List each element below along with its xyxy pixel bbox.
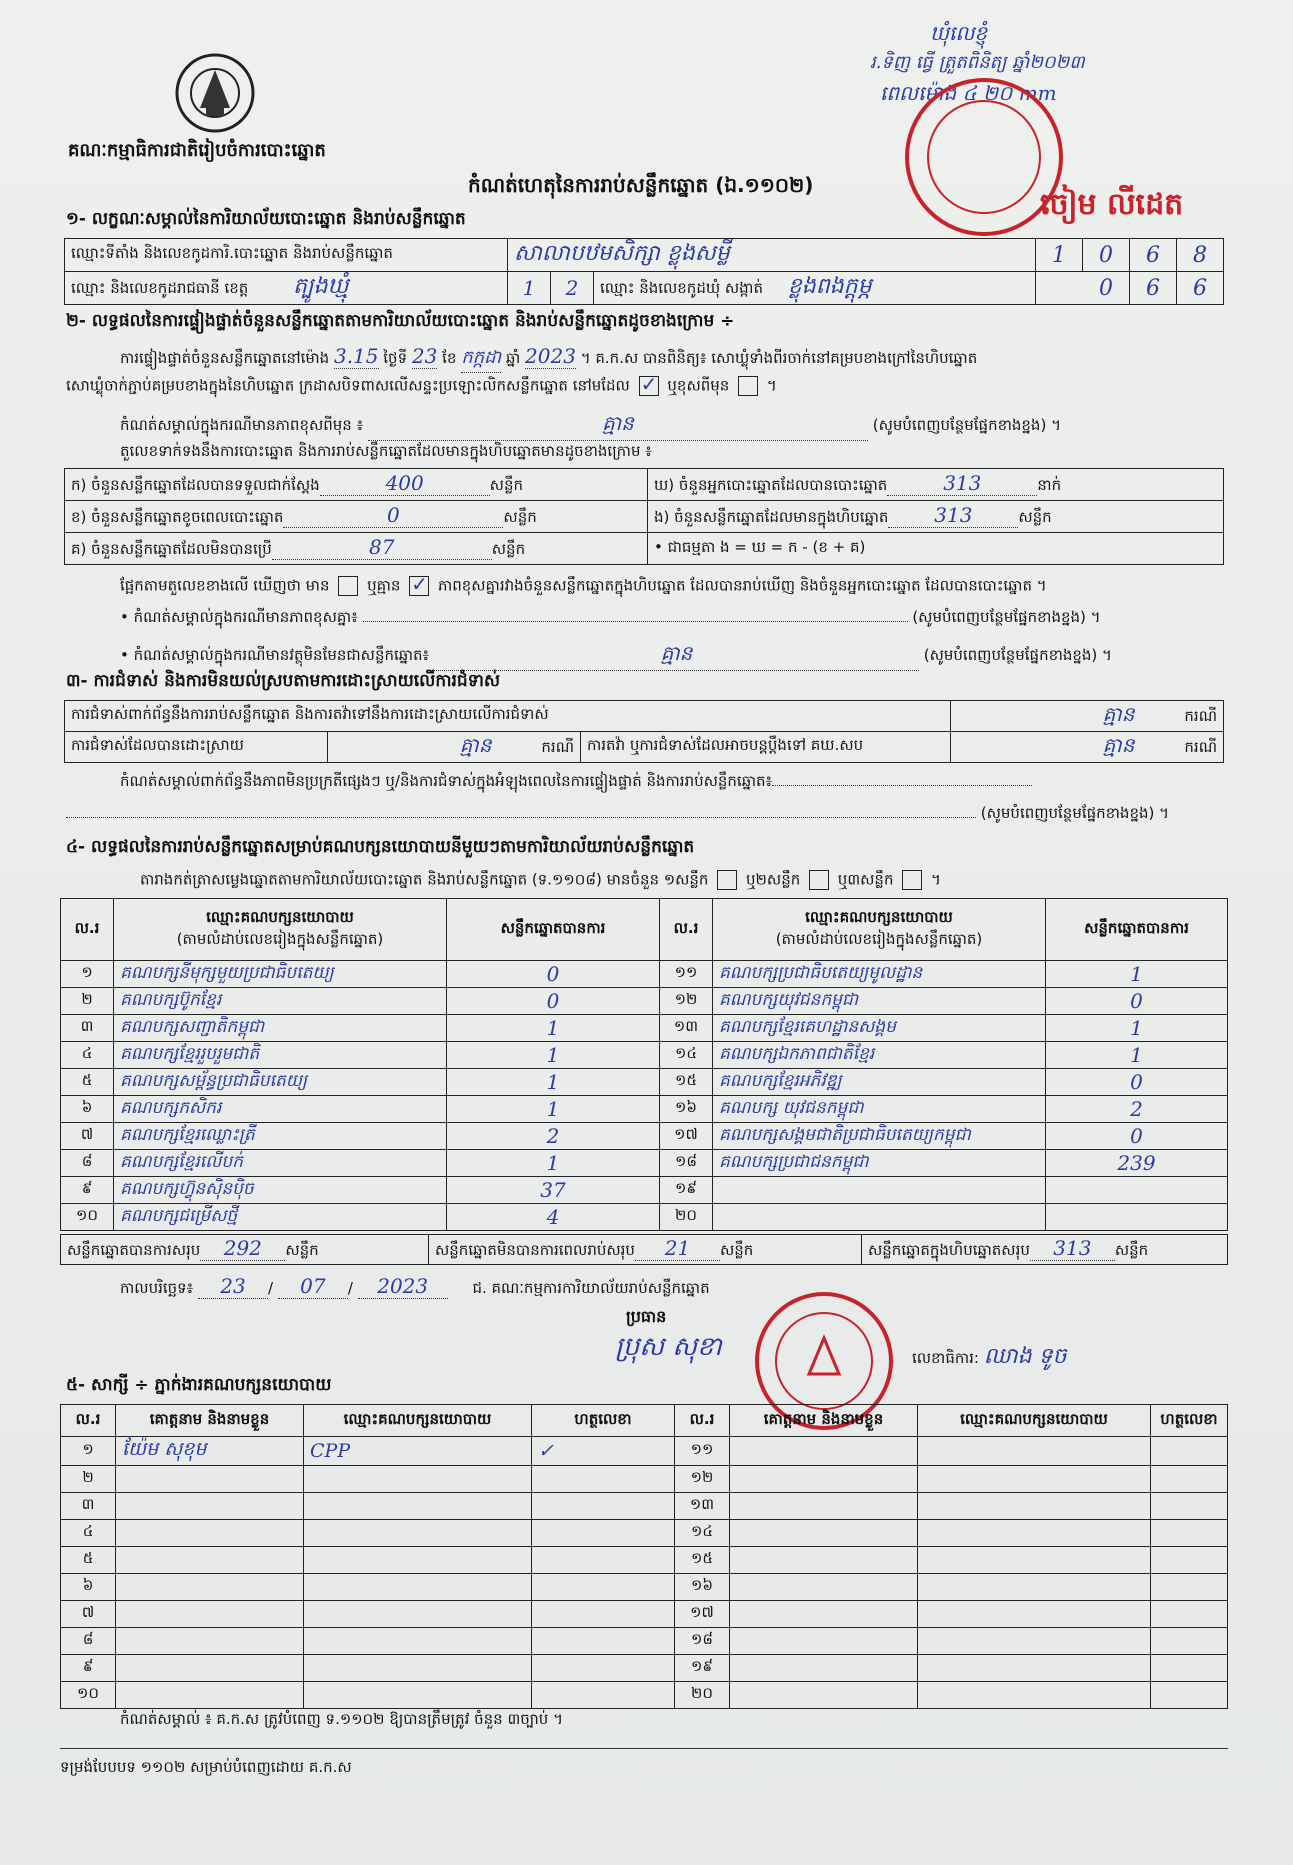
party-name bbox=[713, 1204, 1046, 1231]
party-no: ៧ bbox=[61, 1123, 114, 1150]
col-sign: ហត្ថលេខា bbox=[1151, 1405, 1228, 1437]
witness-signature bbox=[532, 1493, 675, 1520]
party-votes: 1 bbox=[447, 1015, 660, 1042]
form-title: កំណត់ហេតុនៃការរាប់សន្លឹកឆ្នោត (ឯ.១១០២) bbox=[468, 173, 814, 197]
table-row bbox=[61, 1042, 1228, 1069]
resolved-cell: គ្មាន ករណី bbox=[328, 732, 581, 763]
witness-party bbox=[918, 1655, 1151, 1682]
witness-no: ២ bbox=[61, 1466, 116, 1493]
tally-sheet-line: តារាងកត់ត្រាសម្លេងឆ្នោតតាមការិយាល័យបោះឆ្នោត និងរាប់សន្លឹកឆ្នោត (ទ.១១០៨) មានចំនួន ១សន្លឹក ឬ២សន្លឹក ឬ៣សន្លឹក ។ bbox=[140, 870, 941, 889]
objection-related-label: ការជំទាស់ពាក់ព័ន្ធនឹងការរាប់សន្លឹកឆ្នោត និងការតវ៉ាទៅនឹងការដោះស្រាយលើការជំទាស់ bbox=[65, 701, 951, 732]
party-no: ១ bbox=[61, 961, 114, 988]
witness-party bbox=[304, 1682, 532, 1709]
note1-line: កំណត់សម្គាល់ក្នុងករណីមានភាពខុសពីមុន ៖ គ្មាន (សូមបំពេញបន្ថែមផ្នែកខាងខ្នង) ។ bbox=[120, 410, 1220, 441]
witness-name bbox=[730, 1628, 918, 1655]
witness-party bbox=[918, 1601, 1151, 1628]
president-label: ប្រធាន bbox=[626, 1307, 667, 1326]
party-name: គណបក្សខ្មែរអភិវឌ្ឍ bbox=[713, 1069, 1046, 1096]
location-code-digit: 1 bbox=[1036, 239, 1083, 272]
party-votes: 1 bbox=[447, 1069, 660, 1096]
party-name: គណបក្សកសិករ bbox=[114, 1096, 447, 1123]
form-footer: ទម្រង់បែបបទ ១១០២ សម្រាប់បំពេញដោយ គ.ក.ស bbox=[60, 1758, 352, 1776]
table-row bbox=[61, 961, 1228, 988]
commune-label: ឈ្មោះ និងលេខកូដឃុំ សង្កាត់ ខ្លុងពងក្ដុម្ភ bbox=[594, 272, 1036, 305]
president-signature: ប្រុស សុខា bbox=[615, 1332, 722, 1362]
note3-value: គ្មាន bbox=[660, 641, 693, 665]
party-no: ១០ bbox=[61, 1204, 114, 1231]
witness-name bbox=[730, 1466, 918, 1493]
witness-party bbox=[918, 1628, 1151, 1655]
witness-name bbox=[730, 1682, 918, 1709]
col-party: ឈ្មោះគណបក្សនយោបាយ (តាមលំដាប់លេខរៀងក្នុងសន្លឹកឆ្នោត) bbox=[114, 899, 447, 961]
objection-related-cell: គ្មាន ករណី bbox=[951, 701, 1224, 732]
one-sheet-checkbox[interactable] bbox=[717, 870, 737, 890]
col-votes: សន្លឹកឆ្នោតបានការ bbox=[1046, 899, 1228, 961]
verification-line: ការផ្ទៀងផ្ទាត់ចំនួនសន្លឹកឆ្នោតនៅម៉ោង 3.15 ថ្ងៃទី 23 ខែ កក្កដា ឆ្នាំ 2023 ។ គ.ក.ស បានពិនិត្យ៖ សោឃ្លុំទាំងពីរចាក់នៅគម្របខាងក្រៅនៃហិបឆ្នោត bbox=[120, 344, 977, 373]
col-sign: ហត្ថលេខា bbox=[532, 1405, 675, 1437]
party-votes: 239 bbox=[1046, 1150, 1228, 1177]
stamp-emblem-icon bbox=[799, 1332, 849, 1382]
witness-signature bbox=[532, 1655, 675, 1682]
table-row bbox=[61, 988, 1228, 1015]
same-as-before-checkbox[interactable] bbox=[639, 376, 659, 396]
table-row bbox=[61, 1574, 1228, 1601]
province-code-digit: 1 bbox=[508, 272, 551, 305]
province-code-digit: 2 bbox=[551, 272, 594, 305]
two-sheet-checkbox[interactable] bbox=[809, 870, 829, 890]
witness-name bbox=[730, 1493, 918, 1520]
org-name: គណៈកម្មាធិការជាតិរៀបចំការបោះឆ្នោត bbox=[68, 140, 326, 161]
time-value: 3.15 bbox=[333, 344, 379, 368]
party-no: ១៩ bbox=[660, 1177, 713, 1204]
witness-name bbox=[730, 1601, 918, 1628]
no-difference-checkbox[interactable] bbox=[409, 576, 429, 596]
witness-no: ៣ bbox=[61, 1493, 116, 1520]
witness-party bbox=[304, 1655, 532, 1682]
seal-condition-line: សោឃ្លុំចាក់ភ្ជាប់គម្របខាងក្នុងនៃហិបឆ្នោត ក្រដាសបិទពាសលើសន្ទះប្រឡោះលិកសន្លឹកឆ្នោត នៅមដែល ✓ ឬខុសពីមុន ។ bbox=[66, 376, 777, 399]
commune-code-digit: 6 bbox=[1177, 272, 1224, 305]
witness-party bbox=[304, 1520, 532, 1547]
party-name: គណបក្សប៊ូកខ្មែរ bbox=[114, 988, 447, 1015]
witness-party bbox=[304, 1493, 532, 1520]
month-value: កក្កដា bbox=[461, 345, 501, 373]
section3-note-line2: (សូមបំពេញបន្ថែមផ្នែកខាងខ្នង) ។ bbox=[66, 804, 1226, 826]
party-name: គណបក្សយុវជនកម្ពុជា bbox=[713, 988, 1046, 1015]
witness-signature bbox=[1151, 1466, 1228, 1493]
day-value: 23 bbox=[411, 344, 438, 368]
table-row bbox=[61, 1655, 1228, 1682]
witness-party bbox=[918, 1682, 1151, 1709]
party-votes: 1 bbox=[447, 1150, 660, 1177]
table-row bbox=[61, 1520, 1228, 1547]
table-row bbox=[61, 1682, 1228, 1709]
table-row bbox=[61, 1123, 1228, 1150]
commune-value: ខ្លុងពងក្ដុម្ភ bbox=[787, 274, 872, 299]
party-no: ១៤ bbox=[660, 1042, 713, 1069]
witness-party bbox=[304, 1628, 532, 1655]
table-row bbox=[61, 1493, 1228, 1520]
witness-name bbox=[730, 1655, 918, 1682]
count-kha: ខ) ចំនួនសន្លឹកឆ្នោតខូចពេលបោះឆ្នោត 0 សន្លឹក bbox=[65, 501, 648, 533]
table-row bbox=[61, 1601, 1228, 1628]
witness-no: ១ bbox=[61, 1437, 116, 1466]
witness-signature bbox=[1151, 1682, 1228, 1709]
party-no: ១៦ bbox=[660, 1096, 713, 1123]
party-votes: 0 bbox=[1046, 1069, 1228, 1096]
witness-name bbox=[116, 1628, 304, 1655]
witness-no: ១១ bbox=[675, 1437, 730, 1466]
witness-no: ១២ bbox=[675, 1466, 730, 1493]
stamp-handwriting: ឃុំលេខ្ញុំ រ.ទិញ ធ្វើ ត្រួតពិនិត្យ ឆ្នាំ២០២៣ ពេលម៉ោង ៤ ២០ mm bbox=[870, 21, 1085, 105]
witness-name bbox=[116, 1682, 304, 1709]
witness-signature bbox=[532, 1547, 675, 1574]
witness-party bbox=[304, 1574, 532, 1601]
party-name bbox=[713, 1177, 1046, 1204]
party-votes: 1 bbox=[1046, 1042, 1228, 1069]
witness-signature bbox=[532, 1466, 675, 1493]
commune-code-digit: 6 bbox=[1130, 272, 1177, 305]
note2-line: • កំណត់សម្គាល់ក្នុងករណីមានភាពខុសគ្នា៖ (សូមបំពេញបន្ថែមផ្នែកខាងខ្នង) ។ bbox=[120, 608, 1101, 626]
table-row bbox=[61, 1015, 1228, 1042]
witness-no: ១៦ bbox=[675, 1574, 730, 1601]
col-no: ល.រ bbox=[61, 1405, 116, 1437]
witness-party bbox=[304, 1547, 532, 1574]
party-name: គណបក្សជម្រើសថ្មី bbox=[114, 1204, 447, 1231]
party-votes: 2 bbox=[1046, 1096, 1228, 1123]
party-name: គណបក្សសម្ព័ន្ធប្រជាធិបតេយ្យ bbox=[114, 1069, 447, 1096]
party-votes: 1 bbox=[447, 1096, 660, 1123]
resolved-label: ការជំទាស់ដែលបានដោះស្រាយ bbox=[65, 732, 328, 763]
witness-no: ១៧ bbox=[675, 1601, 730, 1628]
counts-intro: តួលេខទាក់ទងនឹងការបោះឆ្នោត និងការរាប់សន្លឹកឆ្នោតដែលមានក្នុងហិបឆ្នោតមានដូចខាងក្រោម ៖ bbox=[120, 442, 652, 460]
witness-name bbox=[116, 1493, 304, 1520]
table-row bbox=[61, 1547, 1228, 1574]
party-name: គណបក្សប្រជាធិបតេយ្យមូលដ្ឋាន bbox=[713, 961, 1046, 988]
party-votes: 4 bbox=[447, 1204, 660, 1231]
party-no: ៥ bbox=[61, 1069, 114, 1096]
witness-no: ២០ bbox=[675, 1682, 730, 1709]
witness-name bbox=[116, 1601, 304, 1628]
party-name: គណបក្សសង្គមជាតិប្រជាធិបតេយ្យកម្ពុជា bbox=[713, 1123, 1046, 1150]
witness-signature: ✓ bbox=[532, 1437, 675, 1466]
year-value: 2023 bbox=[525, 344, 576, 368]
witness-name bbox=[730, 1547, 918, 1574]
party-votes: 0 bbox=[447, 988, 660, 1015]
party-name: គណបក្សខ្មែរគេហដ្ឋានសង្គម bbox=[713, 1015, 1046, 1042]
party-no: ៨ bbox=[61, 1150, 114, 1177]
witness-signature bbox=[1151, 1437, 1228, 1466]
witness-name bbox=[116, 1655, 304, 1682]
witness-no: ៧ bbox=[61, 1601, 116, 1628]
witness-no: ៥ bbox=[61, 1547, 116, 1574]
party-no: ២០ bbox=[660, 1204, 713, 1231]
section5-heading: ៥- សាក្សី ÷ ភ្នាក់ងារគណបក្សនយោបាយ bbox=[66, 1375, 332, 1395]
results-table bbox=[60, 898, 1228, 1231]
difference-line: ផ្អែកតាមតួលេខខាងលើ ឃើញថា មាន ឬគ្មាន ✓ ភាពខុសគ្នារវាងចំនួនសន្លឹកឆ្នោតក្នុងហិបឆ្នោត ដែលបានរាប់ឃើញ និងចំនួនអ្នកបោះឆ្នោត ដែលបានបោះឆ្នោត ។ bbox=[120, 576, 1047, 599]
witness-signature bbox=[532, 1601, 675, 1628]
party-name: គណបក្សខ្មែររួបរួមជាតិ bbox=[114, 1042, 447, 1069]
witness-signature bbox=[532, 1682, 675, 1709]
witness-name bbox=[116, 1466, 304, 1493]
count-kho: ឃ) ចំនួនអ្នកបោះឆ្នោតដែលបានបោះឆ្នោត 313 នាក់ bbox=[648, 469, 1224, 501]
party-votes: 0 bbox=[447, 961, 660, 988]
date-line: កាលបរិច្ឆេទ៖ 23 / 07 / 2023 ជ. គណៈកម្មការការិយាល័យរាប់សន្លឹកឆ្នោត bbox=[120, 1274, 710, 1298]
witness-signature bbox=[1151, 1655, 1228, 1682]
witness-name bbox=[116, 1520, 304, 1547]
witness-no: ១៨ bbox=[675, 1628, 730, 1655]
counts-table bbox=[64, 468, 1224, 565]
section1-heading: ១- លក្ខណៈសម្គាល់នៃការិយាល័យបោះឆ្នោត និងរាប់សន្លឹកឆ្នោត bbox=[66, 209, 466, 229]
table-row bbox=[61, 1069, 1228, 1096]
witness-no: ៨ bbox=[61, 1628, 116, 1655]
party-name: គណបក្សហ៊្វុនស៊ិនប៉ិច bbox=[114, 1177, 447, 1204]
total-invalid: សន្លឹកឆ្នោតមិនបានការពេលរាប់សរុប 21 សន្លឹក bbox=[429, 1235, 862, 1265]
table-row bbox=[61, 1628, 1228, 1655]
divider bbox=[60, 1748, 1228, 1749]
table-row bbox=[61, 1096, 1228, 1123]
count-ka: ក) ចំនួនសន្លឹកឆ្នោតដែលបានទទួលជាក់ស្តែង 400 សន្លឹក bbox=[65, 469, 648, 501]
witness-signature bbox=[532, 1628, 675, 1655]
witness-party bbox=[918, 1547, 1151, 1574]
stamp-name-label: ចៀម លីដេត bbox=[1040, 187, 1184, 222]
location-value: សាលាបឋមសិក្សា ខ្លុងសម្លី bbox=[508, 239, 1036, 272]
party-name: គណបក្សខ្មែរឈ្លោះត្រី bbox=[114, 1123, 447, 1150]
commune-code-digit: 0 bbox=[1083, 272, 1130, 305]
witness-table bbox=[60, 1404, 1228, 1709]
witness-name bbox=[730, 1520, 918, 1547]
party-votes: 2 bbox=[447, 1123, 660, 1150]
col-no: ល.រ bbox=[61, 899, 114, 961]
witness-signature bbox=[1151, 1520, 1228, 1547]
witness-name bbox=[730, 1437, 918, 1466]
location-code-digit: 0 bbox=[1083, 239, 1130, 272]
location-code-digit: 8 bbox=[1177, 239, 1224, 272]
witness-party bbox=[918, 1466, 1151, 1493]
col-party: ឈ្មោះគណបក្សនយោបាយ (តាមលំដាប់លេខរៀងក្នុងសន្លឹកឆ្នោត) bbox=[713, 899, 1046, 961]
location-label: ឈ្មោះទីតាំង និងលេខកូដការិ.បោះឆ្នោត និងរាប់សន្លឹកឆ្នោត bbox=[65, 239, 508, 272]
col-votes: សន្លឹកឆ្នោតបានការ bbox=[447, 899, 660, 961]
section2-heading: ២- លទ្ធផលនៃការផ្ទៀងផ្ទាត់ចំនួនសន្លឹកឆ្នោតតាមការិយាល័យបោះឆ្នោត និងរាប់សន្លឹកឆ្នោតដូចខាងក្រោម ÷ bbox=[66, 311, 735, 331]
party-votes: 0 bbox=[1046, 1123, 1228, 1150]
party-votes: 1 bbox=[1046, 961, 1228, 988]
party-no: ៣ bbox=[61, 1015, 114, 1042]
witness-party: CPP bbox=[304, 1437, 532, 1466]
col-no: ល.រ bbox=[660, 899, 713, 961]
witness-name bbox=[730, 1574, 918, 1601]
witness-no: ១៩ bbox=[675, 1655, 730, 1682]
different-checkbox[interactable] bbox=[738, 376, 758, 396]
secretary-signature: ឈាង ទូច bbox=[983, 1344, 1067, 1369]
party-votes: 1 bbox=[447, 1042, 660, 1069]
witness-no: ១៣ bbox=[675, 1493, 730, 1520]
section3-heading: ៣- ការជំទាស់ និងការមិនយល់ស្របតាមការដោះស្រាយលើការជំទាស់ bbox=[66, 671, 501, 691]
witness-no: ១៤ bbox=[675, 1520, 730, 1547]
col-party: ឈ្មោះគណបក្សនយោបាយ bbox=[304, 1405, 532, 1437]
witness-party bbox=[918, 1574, 1151, 1601]
table-row bbox=[61, 1150, 1228, 1177]
party-no: ៦ bbox=[61, 1096, 114, 1123]
objections-table bbox=[64, 700, 1224, 763]
witness-no: ១៥ bbox=[675, 1547, 730, 1574]
three-sheet-checkbox[interactable] bbox=[902, 870, 922, 890]
witness-signature bbox=[1151, 1574, 1228, 1601]
party-no: ១៥ bbox=[660, 1069, 713, 1096]
province-value: ត្បូងឃ្មុំ bbox=[293, 274, 349, 299]
party-votes: 0 bbox=[1046, 988, 1228, 1015]
witness-party bbox=[918, 1493, 1151, 1520]
col-name: គោត្តនាម និងនាមខ្លួន bbox=[116, 1405, 304, 1437]
witness-party bbox=[304, 1601, 532, 1628]
party-no: ២ bbox=[61, 988, 114, 1015]
party-no: ៤ bbox=[61, 1042, 114, 1069]
has-difference-checkbox[interactable] bbox=[338, 576, 358, 596]
witness-no: ១០ bbox=[61, 1682, 116, 1709]
party-votes bbox=[1046, 1204, 1228, 1231]
party-votes: 1 bbox=[1046, 1015, 1228, 1042]
party-name: គណបក្ស យុវជនកម្ពុជា bbox=[713, 1096, 1046, 1123]
witness-name bbox=[116, 1574, 304, 1601]
witness-signature bbox=[1151, 1547, 1228, 1574]
witness-party bbox=[918, 1520, 1151, 1547]
party-no: ៩ bbox=[61, 1177, 114, 1204]
appeal-label: ការតវ៉ា ឬការជំទាស់ដែលអាចបន្តប្តឹងទៅ គឃ.សប bbox=[581, 732, 951, 763]
col-party: ឈ្មោះគណបក្សនយោបាយ bbox=[918, 1405, 1151, 1437]
witness-no: ៦ bbox=[61, 1574, 116, 1601]
party-name: គណបក្សឯកភាពជាតិខ្មែរ bbox=[713, 1042, 1046, 1069]
party-name: គណបក្សនីមុក្សមួយប្រជាធិបតេយ្យ bbox=[114, 961, 447, 988]
section3-note: កំណត់សម្គាល់ពាក់ព័ន្ធនឹងភាពមិនប្រក្រតីផ្សេងៗ ឬ/និងការជំទាស់ក្នុងអំឡុងពេលនៃការផ្ទៀងផ្ទាត់ និងការរាប់សន្លឹកឆ្នោត៖ bbox=[120, 772, 1032, 794]
witness-signature bbox=[1151, 1628, 1228, 1655]
location-code-digit: 6 bbox=[1130, 239, 1177, 272]
province-label: ឈ្មោះ និងលេខកូដរាជធានី ខេត្ត ត្បូងឃ្មុំ bbox=[65, 272, 508, 305]
witness-signature bbox=[1151, 1493, 1228, 1520]
table-row bbox=[61, 1466, 1228, 1493]
witness-signature bbox=[532, 1520, 675, 1547]
witness-signature bbox=[532, 1574, 675, 1601]
witness-no: ៩ bbox=[61, 1655, 116, 1682]
note1-value: គ្មាន bbox=[602, 411, 634, 435]
party-no: ១៣ bbox=[660, 1015, 713, 1042]
party-votes bbox=[1046, 1177, 1228, 1204]
party-no: ១៧ bbox=[660, 1123, 713, 1150]
col-no: ល.រ bbox=[675, 1405, 730, 1437]
count-ko: គ) ចំនួនសន្លឹកឆ្នោតដែលមិនបានប្រើ 87 សន្លឹក bbox=[65, 533, 648, 565]
formula: • ជាធម្មតា ង = ឃ = ក - (ខ + គ) bbox=[648, 533, 1224, 565]
secretary-line: លេខាធិការ: ឈាង ទូច bbox=[912, 1344, 1067, 1369]
table-row bbox=[61, 1437, 1228, 1466]
party-votes: 37 bbox=[447, 1177, 660, 1204]
party-no: ១៨ bbox=[660, 1150, 713, 1177]
location-table bbox=[64, 238, 1224, 305]
footnote: កំណត់សម្គាល់ ៖ គ.ក.ស ត្រូវបំពេញ ទ.១១០២ ឱ្យបានត្រឹមត្រូវ ចំនួន ៣ច្បាប់ ។ bbox=[120, 1710, 563, 1728]
section4-heading: ៤- លទ្ធផលនៃការរាប់សន្លឹកឆ្នោតសម្រាប់គណបក្សនយោបាយនីមួយៗតាមការិយាល័យរាប់សន្លឹកឆ្នោត bbox=[66, 837, 695, 857]
witness-no: ៤ bbox=[61, 1520, 116, 1547]
witness-party bbox=[918, 1437, 1151, 1466]
witness-name bbox=[116, 1547, 304, 1574]
witness-signature bbox=[1151, 1601, 1228, 1628]
total-valid: សន្លឹកឆ្នោតបានការសរុប 292 សន្លឹក bbox=[61, 1235, 429, 1265]
party-name: គណបក្សខ្មែរលើបក់ bbox=[114, 1150, 447, 1177]
table-row bbox=[61, 1177, 1228, 1204]
table-row bbox=[61, 1204, 1228, 1231]
note3-line: • កំណត់សម្គាល់ក្នុងករណីមានវត្ថុមិនមែនជាសន្លឹកឆ្នោត៖ គ្មាន (សូមបំពេញបន្ថែមផ្នែកខាងខ្នង) ។ bbox=[120, 640, 1220, 671]
witness-party bbox=[304, 1466, 532, 1493]
appeal-cell: គ្មាន ករណី bbox=[951, 732, 1224, 763]
witness-name: យ៉ែម សុខុម bbox=[116, 1437, 304, 1466]
party-no: ១២ bbox=[660, 988, 713, 1015]
count-ngo: ង) ចំនួនសន្លឹកឆ្នោតដែលមានក្នុងហិបឆ្នោត 313 សន្លឹក bbox=[648, 501, 1224, 533]
party-no: ១១ bbox=[660, 961, 713, 988]
nec-emblem-icon bbox=[170, 48, 260, 138]
party-name: គណបក្សសញ្ជាតិកម្ពុជា bbox=[114, 1015, 447, 1042]
party-name: គណបក្សប្រជាជនកម្ពុជា bbox=[713, 1150, 1046, 1177]
totals-table bbox=[60, 1234, 1228, 1265]
total-box: សន្លឹកឆ្នោតក្នុងហិបឆ្នោតសរុប 313 សន្លឹក bbox=[862, 1235, 1228, 1265]
col-name: គោត្តនាម និងនាមខ្លួន bbox=[730, 1405, 918, 1437]
